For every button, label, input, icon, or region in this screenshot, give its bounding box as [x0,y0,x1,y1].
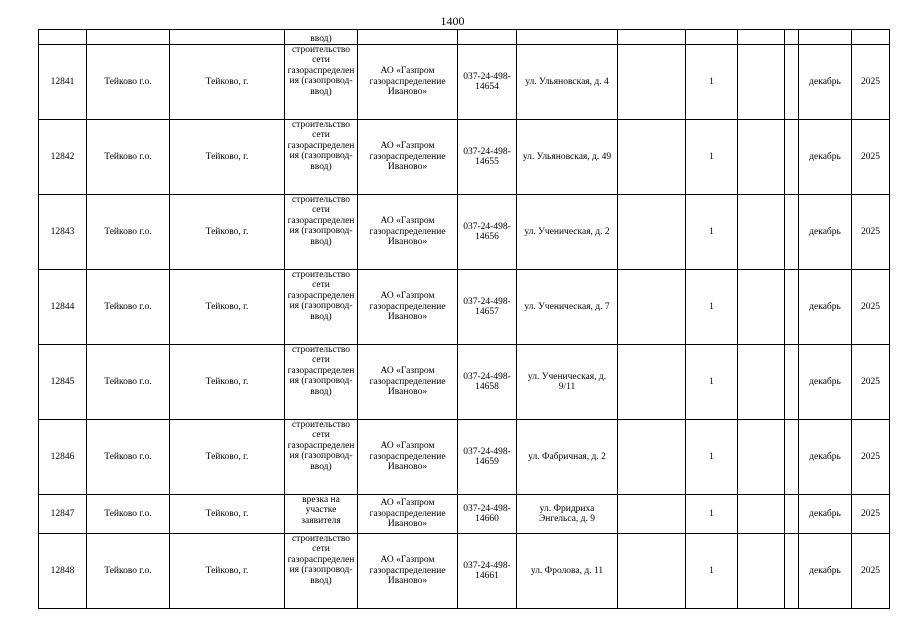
cell-empty [618,534,686,609]
cell-empty [738,495,785,534]
cell-year: 2025 [852,420,890,495]
cell-company: АО «Газпром газораспределение Иваново» [358,495,458,534]
cell-settlement: Тейково, г. [170,195,285,270]
cell-empty [618,495,686,534]
cell-year: 2025 [852,45,890,120]
cell-empty [785,270,799,345]
cell-company: АО «Газпром газораспределение Иваново» [358,45,458,120]
cell-purpose: строительство сети газораспределения (газопровод-ввод) [285,420,358,495]
table-row [39,534,890,609]
cell-id: 12843 [39,195,87,270]
cell-month: декабрь [799,45,852,120]
cell-code: 037-24-498-14660 [458,495,517,534]
cell-month: декабрь [799,270,852,345]
cell-id: 12848 [39,534,87,609]
cell-empty [738,120,785,195]
cell-year: 2025 [852,195,890,270]
cell-code: 037-24-498-14661 [458,534,517,609]
cell-purpose: строительство сети газораспределения (газопровод-ввод) [285,345,358,420]
cell-address: ул. Ученическая, д. 9/11 [517,345,618,420]
cell-empty [618,195,686,270]
cell-settlement: Тейково, г. [170,345,285,420]
cell-empty [738,345,785,420]
cell-company: АО «Газпром газораспределение Иваново» [358,270,458,345]
cell-code: 037-24-498-14657 [458,270,517,345]
cell-code: 037-24-498-14654 [458,45,517,120]
table-row [39,345,890,420]
cell-quantity: 1 [686,420,738,495]
cell-empty [785,120,799,195]
cell-settlement: Тейково, г. [170,420,285,495]
table-row [39,120,890,195]
cell-empty [618,420,686,495]
continuation-cell: ввод) [285,30,358,45]
cell-empty [785,345,799,420]
cell-municipality: Тейково г.о. [87,495,170,534]
cell-company: АО «Газпром газораспределение Иваново» [358,534,458,609]
cell-month: декабрь [799,495,852,534]
cell-empty [785,195,799,270]
cell-empty [738,270,785,345]
cell-month: декабрь [799,120,852,195]
cell-year: 2025 [852,534,890,609]
table-row [39,420,890,495]
cell-empty [738,195,785,270]
cell-settlement: Тейково, г. [170,534,285,609]
cell-quantity: 1 [686,195,738,270]
cell-settlement: Тейково, г. [170,45,285,120]
cell-month: декабрь [799,345,852,420]
cell-municipality: Тейково г.о. [87,420,170,495]
cell-address: ул. Ученическая, д. 7 [517,270,618,345]
cell-municipality: Тейково г.о. [87,195,170,270]
cell-year: 2025 [852,345,890,420]
cell-address: ул. Фролова, д. 11 [517,534,618,609]
cell-quantity: 1 [686,45,738,120]
cell-year: 2025 [852,270,890,345]
cell-company: АО «Газпром газораспределение Иваново» [358,195,458,270]
cell-empty [618,345,686,420]
table-row [39,495,890,534]
cell-address: ул. Фридриха Энгельса, д. 9 [517,495,618,534]
cell-code: 037-24-498-14655 [458,120,517,195]
cell-address: ул. Фабричная, д. 2 [517,420,618,495]
cell-empty [738,45,785,120]
cell-empty [785,495,799,534]
table-row [39,195,890,270]
cell-id: 12846 [39,420,87,495]
cell-municipality: Тейково г.о. [87,45,170,120]
continuation-row [39,30,890,45]
cell-month: декабрь [799,420,852,495]
cell-id: 12842 [39,120,87,195]
cell-settlement: Тейково, г. [170,120,285,195]
cell-quantity: 1 [686,495,738,534]
cell-id: 12841 [39,45,87,120]
cell-company: АО «Газпром газораспределение Иваново» [358,345,458,420]
cell-municipality: Тейково г.о. [87,270,170,345]
cell-quantity: 1 [686,534,738,609]
cell-year: 2025 [852,495,890,534]
cell-purpose: строительство сети газораспределения (газопровод-ввод) [285,270,358,345]
cell-municipality: Тейково г.о. [87,534,170,609]
cell-purpose: строительство сети газораспределения (газопровод-ввод) [285,195,358,270]
table-row [39,270,890,345]
cell-code: 037-24-498-14659 [458,420,517,495]
cell-quantity: 1 [686,120,738,195]
cell-municipality: Тейково г.о. [87,120,170,195]
cell-quantity: 1 [686,345,738,420]
cell-empty [738,534,785,609]
cell-settlement: Тейково, г. [170,270,285,345]
cell-id: 12845 [39,345,87,420]
cell-empty [785,45,799,120]
cell-purpose: строительство сети газораспределения (газопровод-ввод) [285,120,358,195]
cell-empty [738,420,785,495]
cell-purpose: строительство сети газораспределения (газопровод-ввод) [285,534,358,609]
cell-year: 2025 [852,120,890,195]
cell-address: ул. Ученическая, д. 2 [517,195,618,270]
cell-code: 037-24-498-14656 [458,195,517,270]
cell-empty [618,45,686,120]
cell-id: 12844 [39,270,87,345]
cell-address: ул. Ульяновская, д. 4 [517,45,618,120]
table-row [39,45,890,120]
cell-municipality: Тейково г.о. [87,345,170,420]
cell-empty [785,420,799,495]
cell-month: декабрь [799,195,852,270]
cell-month: декабрь [799,534,852,609]
cell-empty [618,270,686,345]
cell-empty [618,120,686,195]
cell-code: 037-24-498-14658 [458,345,517,420]
cell-quantity: 1 [686,270,738,345]
registry-table [38,29,890,609]
cell-company: АО «Газпром газораспределение Иваново» [358,420,458,495]
cell-address: ул. Ульяновская, д. 49 [517,120,618,195]
cell-empty [785,534,799,609]
cell-settlement: Тейково, г. [170,495,285,534]
cell-id: 12847 [39,495,87,534]
cell-purpose: строительство сети газораспределения (газопровод-ввод) [285,45,358,120]
page-number: 1400 [440,14,465,28]
cell-company: АО «Газпром газораспределение Иваново» [358,120,458,195]
cell-purpose: врезка на участке заявителя [285,495,358,534]
